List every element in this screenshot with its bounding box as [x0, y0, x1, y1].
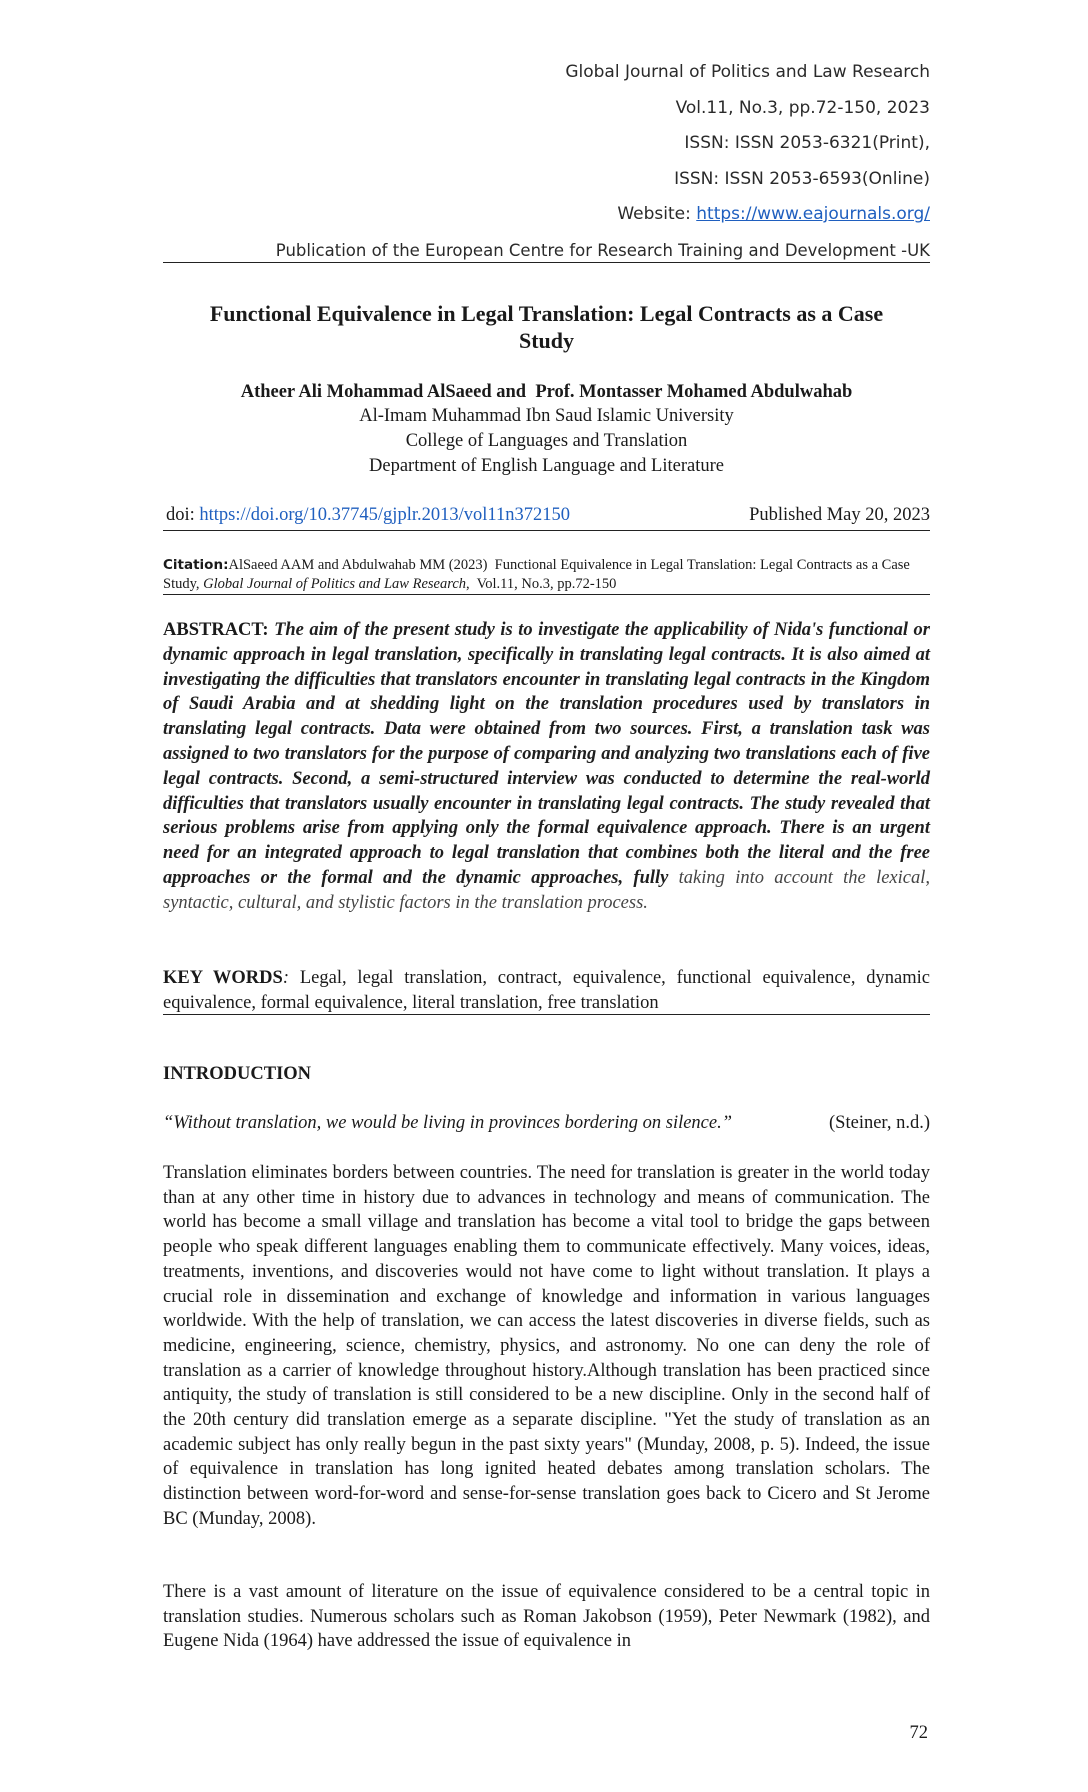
- journal-name: Global Journal of Politics and Law Research: [565, 62, 930, 82]
- keywords: KEY WORDS: Legal, legal translation, contract, equivalence, functional equivalence, dynamic equivalence, formal equivalence, literal translation, free translation: [163, 968, 931, 1013]
- journal-volume: Vol.11, No.3, pp.72-150, 2023: [675, 98, 930, 118]
- authors: Atheer Ali Mohammad AlSaeed and Prof. Montasser Mohamed Abdulwahab: [240, 382, 853, 402]
- citation-text-a: AlSaeed AAM and Abdulwahab MM (2023) Functional Equivalence in Legal Translation: Legal Contracts as a Case Study,: [163, 557, 914, 592]
- issn-print: ISSN: ISSN 2053-6321(Print),: [684, 133, 930, 153]
- paper-title: [163, 300, 930, 354]
- doi-link[interactable]: https://doi.org/10.37745/gjplr.2013/vol11n372150: [199, 505, 570, 525]
- website-link[interactable]: https://www.eajournals.org/: [696, 204, 930, 224]
- affiliation-department: Department of English Language and Literature: [369, 456, 724, 476]
- published-date: Published May 20, 2023: [749, 505, 930, 525]
- keywords-divider: [163, 1014, 930, 1015]
- doi-line: [166, 505, 930, 526]
- keywords-label: KEY WORDS: [163, 968, 283, 988]
- intro-paragraph-2: There is a vast amount of literature on the issue of equivalence considered to be a central topic in translation studies. Numerous scholars such as Roman Jakobson (1959), Peter Newmark (1982), and Eugene Nida (1964) have addressed the issue of equivalence in: [163, 1582, 930, 1652]
- citation-label: Citation:: [163, 557, 229, 573]
- epigraph-source: (Steiner, n.d.): [829, 1113, 930, 1133]
- section-heading-introduction: INTRODUCTION: [163, 1064, 312, 1084]
- epigraph: [163, 1113, 930, 1134]
- epigraph-text: “Without translation, we would be living in provinces bordering on silence.”: [163, 1113, 733, 1133]
- website-label: Website:: [617, 204, 697, 224]
- citation-text-b: , Vol.11, No.3, pp.72-150: [466, 576, 617, 592]
- title-line-1: Functional Equivalence in Legal Translation: Legal Contracts as a Case: [209, 301, 884, 326]
- abstract: ABSTRACT: The aim of the present study is to investigate the applicability of Nida's functional or dynamic approach in legal translation, specifically in translating legal contracts. It is also aimed at investigating the difficulties that translators encounter in translating legal contracts in the Kingdom of Saudi Arabia and at shedding light on the translation procedures used by translators in translating legal contracts. Data were obtained from two sources. First, a translation task was assigned to two translators for the purpose of comparing and analyzing two translations each of five legal contracts. Second, a semi-structured interview was conducted to determine the real-world difficulties that translators usually encounter in translating legal contracts. The study revealed that serious problems arise from applying only the formal equivalence approach. There is an urgent need for an integrated approach to legal translation that combines both the literal and the free approaches or the formal and the dynamic approaches, fully taking into account the lexical, syntactic, cultural, and stylistic factors in the translation process.: [163, 620, 930, 913]
- citation: [163, 556, 930, 594]
- page-number: 72: [909, 1723, 928, 1743]
- issn-online: ISSN: ISSN 2053-6593(Online): [674, 169, 930, 189]
- abstract-label: ABSTRACT: [163, 620, 263, 640]
- citation-divider: [163, 594, 930, 595]
- doi-label: doi:: [166, 505, 200, 525]
- publisher-line: Publication of the European Centre for Research Training and Development -UK: [275, 241, 930, 260]
- affiliation-university: Al-Imam Muhammad Ibn Saud Islamic University: [359, 406, 734, 426]
- citation-journal: Global Journal of Politics and Law Research: [203, 576, 467, 592]
- doi-divider: [163, 530, 930, 531]
- intro-paragraph-1: Translation eliminates borders between countries. The need for translation is greater in the world today than at any other time in history due to advances in technology and means of communication. The world has become a small village and translation has become a vital tool to bridge the gaps between people who speak different languages enabling them to communicate effectively. Many voices, ideas, treatments, inventions, and discoveries would not have come to light without translation. It plays a crucial role in dissemination and exchange of knowledge and information in various languages worldwide. With the help of translation, we can access the latest discoveries in diverse fields, such as medicine, engineering, science, chemistry, physics, and astronomy. No one can deny the role of translation as a carrier of knowledge throughout history.Although translation has been practiced since antiquity, the study of translation is still considered to be a new discipline. Only in the second half of the 20th century did translation emerge as a separate discipline. "Yet the study of translation as an academic subject has only really begun in the past sixty years" (Munday, 2008, p. 5). Indeed, the issue of equivalence in translation has long ignited heated debates among translation scholars. The distinction between word-for-word and sense-for-sense translation goes back to Cicero and St Jerome BC (Munday, 2008).: [163, 1163, 930, 1529]
- header-divider: [163, 262, 930, 263]
- website-line: [617, 204, 930, 224]
- abstract-tail: taking into account the lexical, syntactic, cultural, and stylistic factors in the translation process.: [163, 867, 930, 913]
- keywords-text: Legal, legal translation, contract, equivalence, functional equivalence, dynamic equivalence, formal equivalence, literal translation, free translation: [163, 968, 931, 1013]
- affiliation-college: College of Languages and Translation: [405, 431, 688, 451]
- abstract-body: The aim of the present study is to investigate the applicability of Nida's functional or dynamic approach in legal translation, specifically in translating legal contracts. It is also aimed at investigating the difficulties that translators encounter in translating legal contracts in the Kingdom of Saudi Arabia and at shedding light on the translation procedures used by translators in translating legal contracts. Data were obtained from two sources. First, a translation task was assigned to two translators for the purpose of comparing and analyzing two translations each of five legal contracts. Second, a semi-structured interview was conducted to determine the real-world difficulties that translators usually encounter in translating legal contracts. The study revealed that serious problems arise from applying only the formal equivalence approach. There is an urgent need for an integrated approach to legal translation that combines both the literal and the free approaches or the formal and the dynamic approaches, fully: [163, 620, 930, 888]
- title-line-2: Study: [518, 328, 575, 353]
